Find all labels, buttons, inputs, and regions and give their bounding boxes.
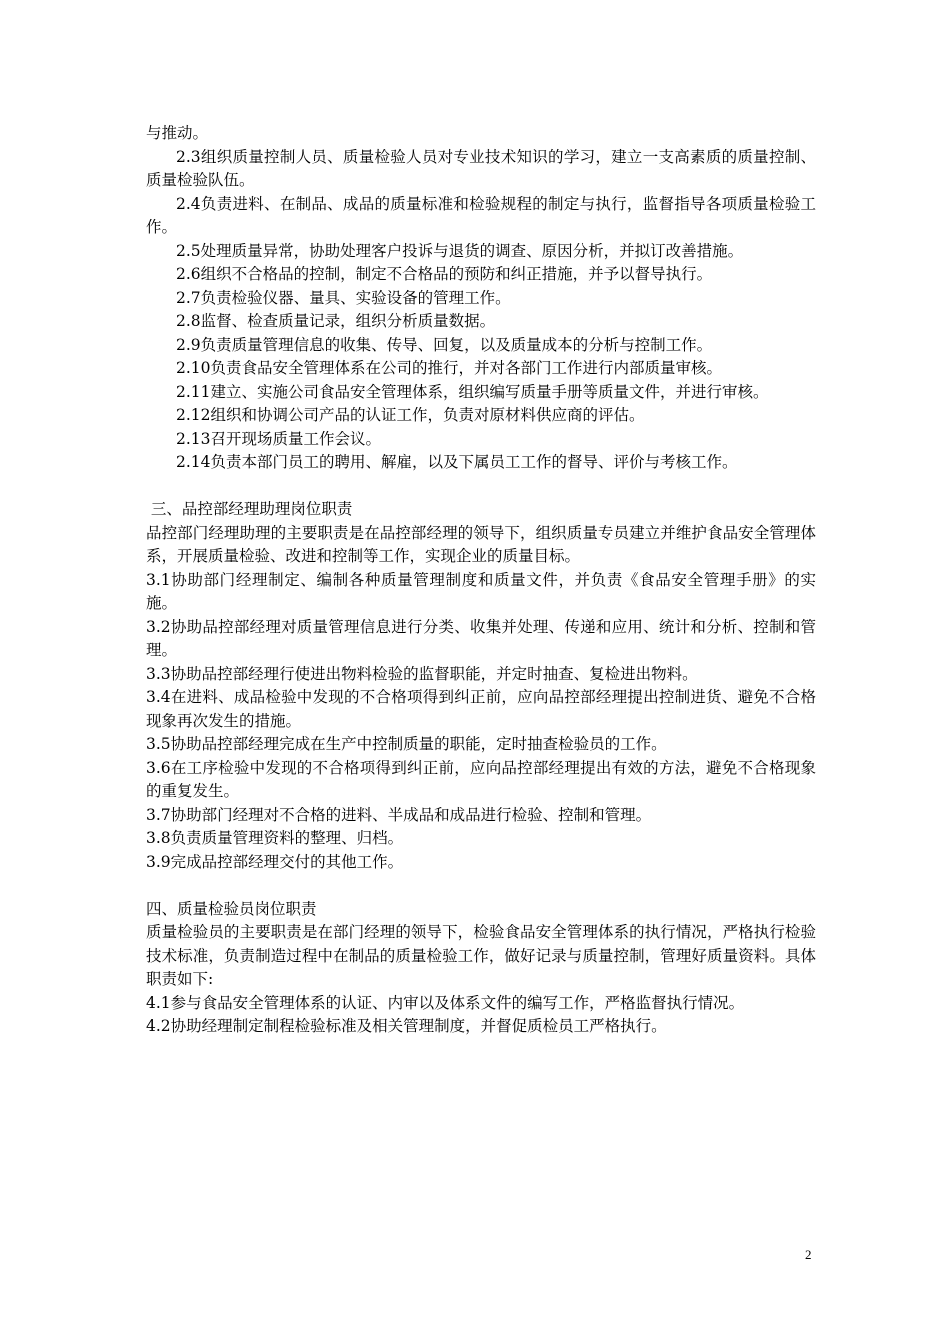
section-4-heading: 四、质量检验员岗位职责 — [146, 899, 317, 918]
item-2-13: 2.13召开现场质量工作会议。 — [176, 429, 382, 448]
section-3-heading: 三、品控部经理助理岗位职责 — [146, 500, 353, 518]
item-3-1: 3.1协助部门经理制定、编制各种质量管理制度和质量文件，并负责《食品安全管理手册》的实施。 — [146, 570, 816, 612]
item-2-5: 2.5处理质量异常，协助处理客户投诉与退货的调查、原因分析，并拟订改善措施。 — [176, 241, 744, 260]
item-2-12: 2.12组织和协调公司产品的认证工作，负责对原材料供应商的评估。 — [176, 406, 645, 424]
paragraph-continuation: 与推动。 — [146, 124, 209, 142]
item-2-7: 2.7负责检验仪器、量具、实验设备的管理工作。 — [176, 288, 511, 307]
item-2-9: 2.9负责质量管理信息的收集、传导、回复，以及质量成本的分析与控制工作。 — [176, 335, 713, 354]
item-2-6: 2.6组织不合格品的控制，制定不合格品的预防和纠正措施，并予以督导执行。 — [176, 265, 713, 283]
item-2-14: 2.14负责本部门员工的聘用、解雇，以及下属员工工作的督导、评价与考核工作。 — [176, 453, 738, 471]
item-3-3: 3.3协助品控部经理行使进出物料检验的监督职能，并定时抽查、复检进出物料。 — [146, 664, 698, 683]
item-4-1: 4.1参与食品安全管理体系的认证、内审以及体系文件的编写工作，严格监督执行情况。 — [146, 993, 745, 1012]
item-2-8: 2.8监督、检查质量记录，组织分析质量数据。 — [176, 312, 496, 330]
item-2-10: 2.10负责食品安全管理体系在公司的推行，并对各部门工作进行内部质量审核。 — [176, 359, 723, 377]
item-2-11: 2.11建立、实施公司食品安全管理体系，组织编写质量手册等质量文件，并进行审核。 — [176, 382, 769, 401]
item-3-5: 3.5协助品控部经理完成在生产中控制质量的职能，定时抽查检验员的工作。 — [146, 735, 667, 753]
item-3-8: 3.8负责质量管理资料的整理、归档。 — [146, 829, 404, 847]
item-3-6: 3.6在工序检验中发现的不合格项得到纠正前，应向品控部经理提出有效的方法，避免不合格现象的重复发生。 — [146, 758, 816, 800]
item-3-4: 3.4在进料、成品检验中发现的不合格项得到纠正前，应向品控部经理提出控制进货、避免不合格现象再次发生的措施。 — [146, 688, 816, 730]
page-number: 2 — [805, 1247, 812, 1262]
item-2-4: 2.4负责进料、在制品、成品的质量标准和检验规程的制定与执行，监督指导各项质量检验工作。 — [146, 194, 816, 236]
item-4-2: 4.2协助经理制定制程检验标准及相关管理制度，并督促质检员工严格执行。 — [146, 1017, 667, 1035]
document-body — [146, 122, 816, 1039]
section-4-intro: 质量检验员的主要职责是在部门经理的领导下，检验食品安全管理体系的执行情况，严格执行检验技术标准，负责制造过程中在制品的质量检验工作，做好记录与质量控制，管理好质量资料。具体职责如下: — [146, 923, 816, 988]
item-2-3: 2.3组织质量控制人员、质量检验人员对专业技术知识的学习，建立一支高素质的质量控制、质量检验队伍。 — [146, 147, 816, 189]
item-3-9: 3.9完成品控部经理交付的其他工作。 — [146, 852, 404, 871]
section-3-intro: 品控部门经理助理的主要职责是在品控部经理的领导下，组织质量专员建立并维护食品安全管理体系，开展质量检验、改进和控制等工作，实现企业的质量目标。 — [146, 523, 816, 565]
item-3-2: 3.2协助品控部经理对质量管理信息进行分类、收集并处理、传递和应用、统计和分析、控制和管理。 — [146, 617, 816, 659]
item-3-7: 3.7协助部门经理对不合格的进料、半成品和成品进行检验、控制和管理。 — [146, 805, 652, 824]
